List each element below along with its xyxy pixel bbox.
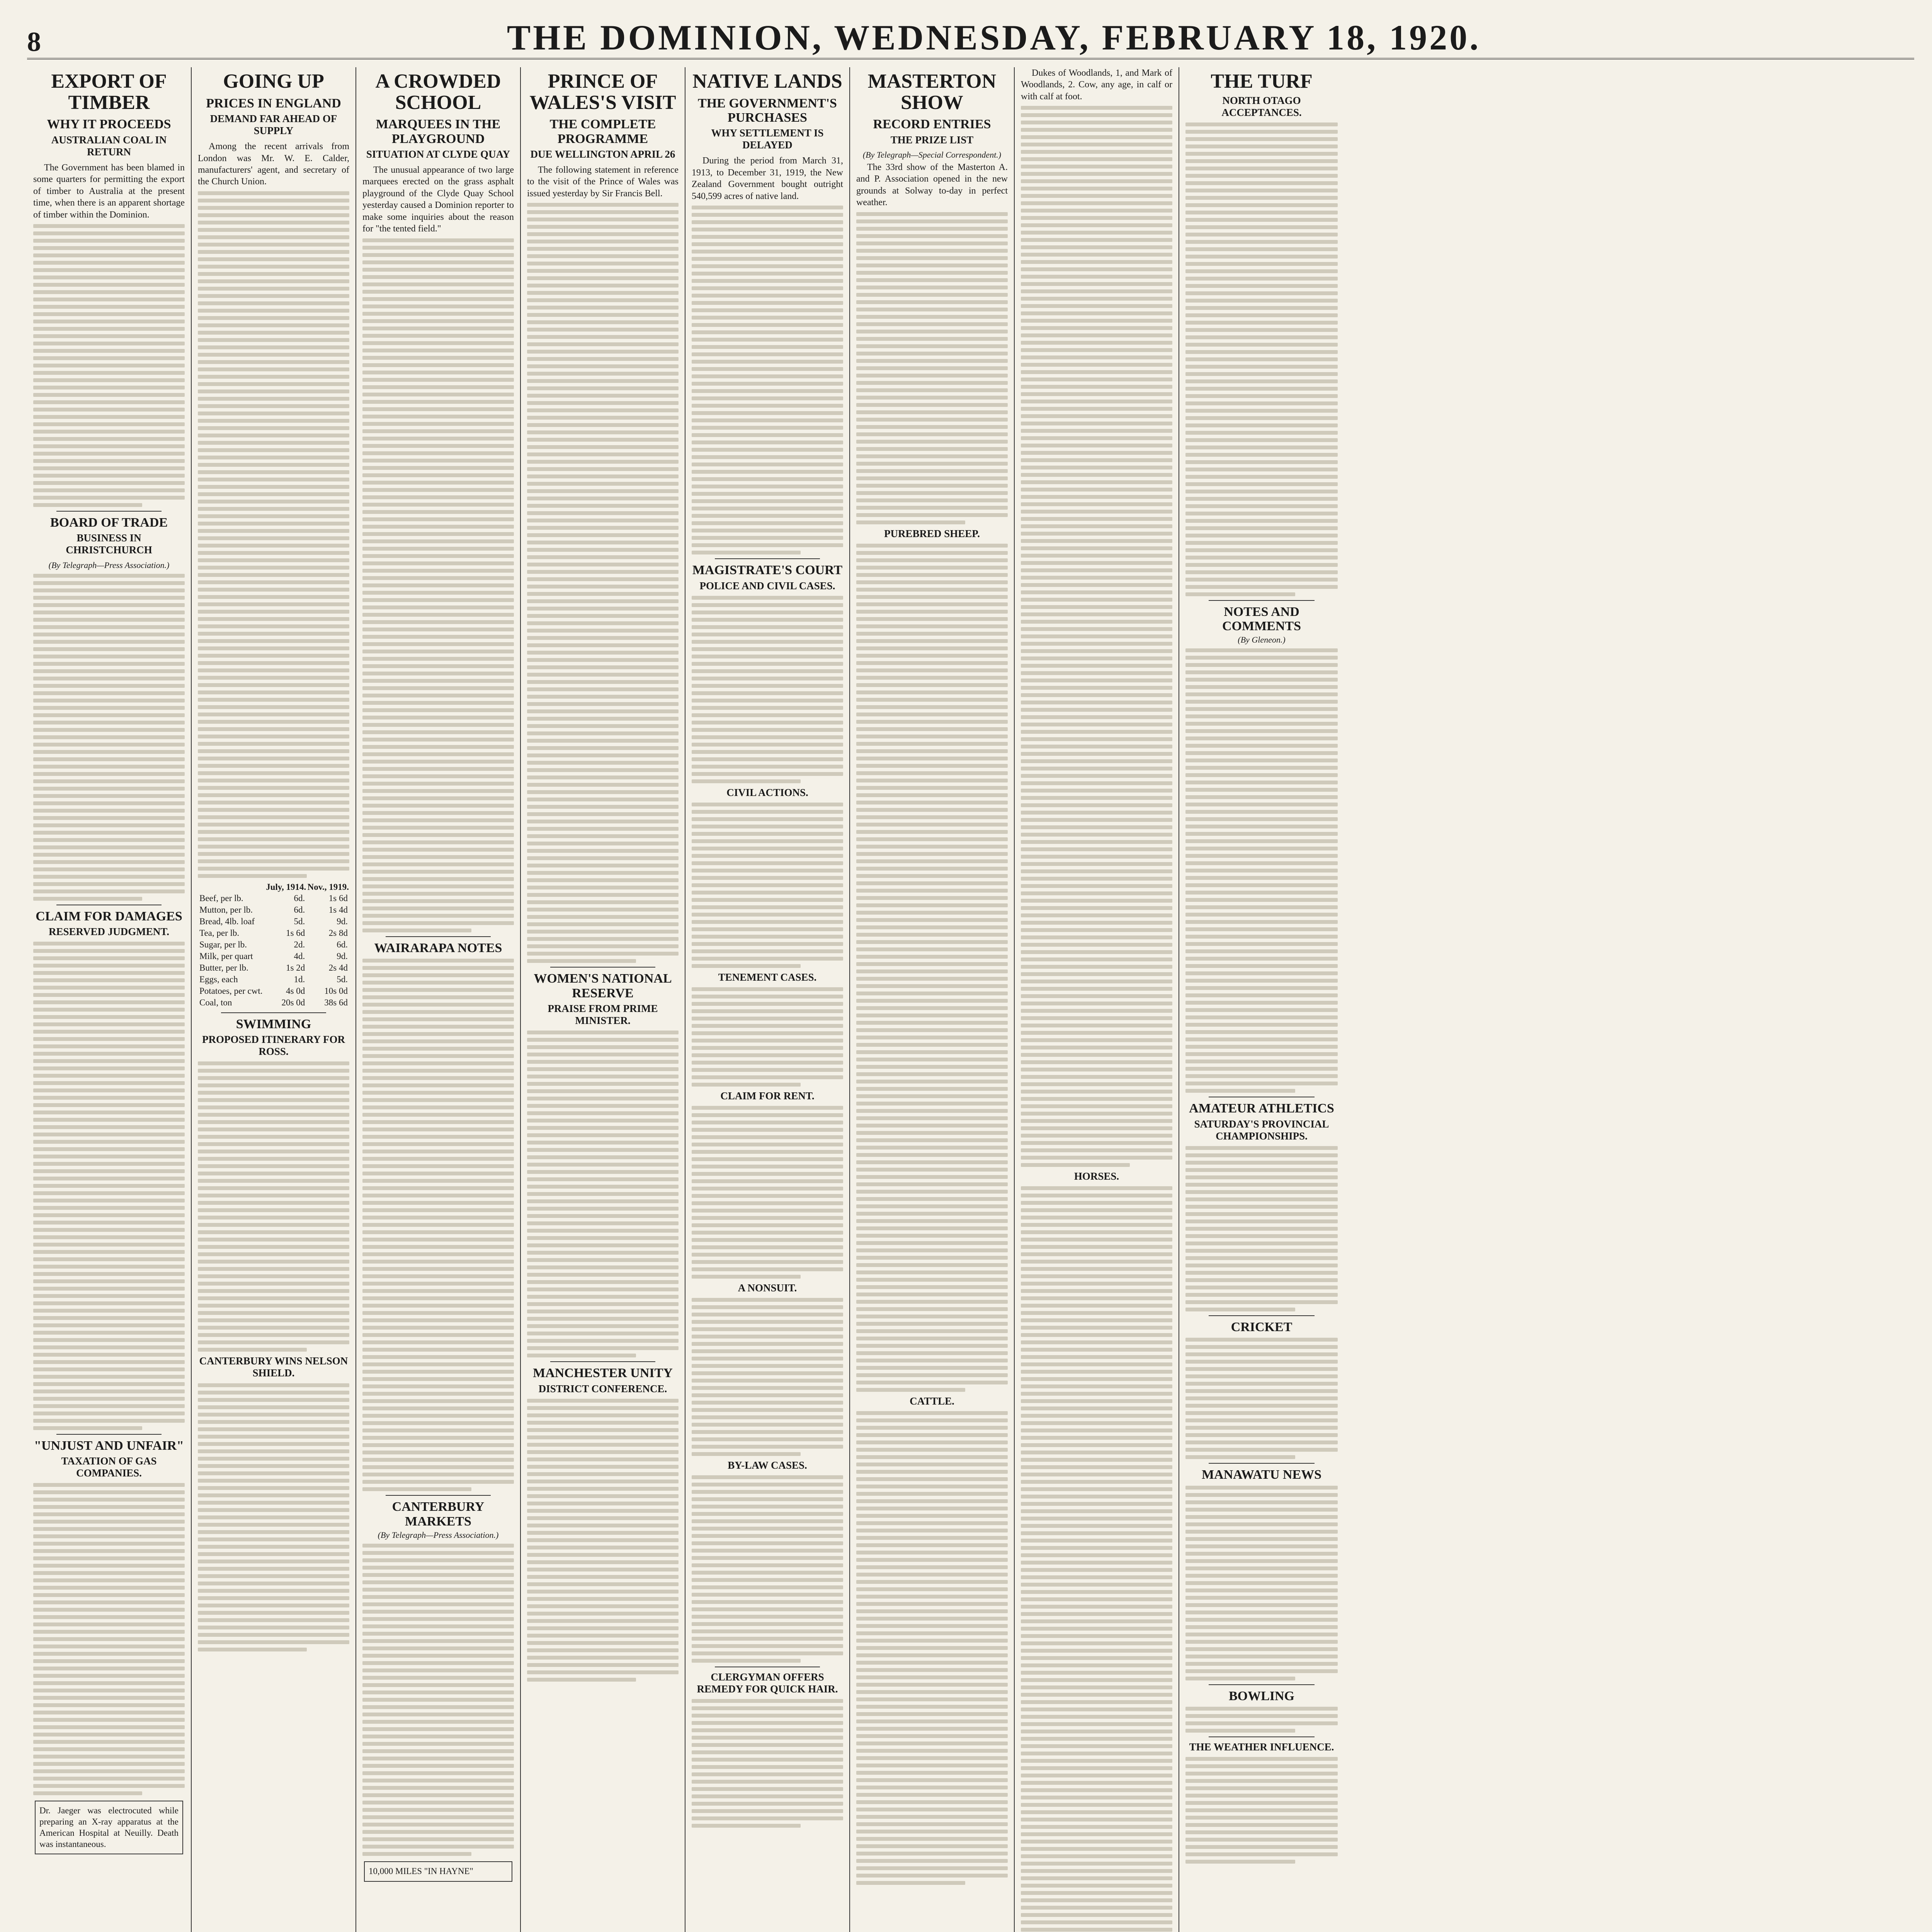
advertisement-body bbox=[1185, 1757, 1338, 1864]
article-body bbox=[527, 203, 679, 963]
column-3 bbox=[356, 67, 521, 1932]
sub-cattle: CATTLE. bbox=[910, 1395, 954, 1407]
headline-going-up: GOING UP bbox=[223, 70, 324, 92]
article-body bbox=[33, 942, 185, 1430]
columns bbox=[27, 67, 1914, 1932]
headline-native-lands: NATIVE LANDS bbox=[692, 70, 842, 92]
article-lead: During the period from March 31, 1913, to December 31, 1919, the New Zealand Government bought outright 540,599 acres of native land. bbox=[692, 156, 843, 201]
article-continuation: Dukes of Woodlands, 1, and Mark of Woodlands, 2. Cow, any age, in calf or with calf at foot. bbox=[1021, 68, 1172, 102]
prize-list bbox=[856, 1411, 1008, 1885]
sub-championships: SATURDAY'S PROVINCIAL CHAMPIONSHIPS. bbox=[1194, 1118, 1329, 1142]
byline: (By Telegraph—Special Correspondent.) bbox=[862, 150, 1002, 160]
article-body bbox=[33, 574, 185, 901]
sub-civil-actions: CIVIL ACTIONS. bbox=[726, 786, 808, 798]
table-row: Potatoes, per cwt. 4s 0d 10s 0d bbox=[199, 986, 348, 996]
masthead bbox=[27, 15, 1914, 60]
sub-nonsuit: A NONSUIT. bbox=[738, 1282, 797, 1294]
headline-the-turf: THE TURF bbox=[1211, 70, 1313, 92]
section-swimming: SWIMMING bbox=[236, 1017, 311, 1031]
sub-conference: DISTRICT CONFERENCE. bbox=[538, 1383, 667, 1395]
advertisement: 10,000 MILES "IN HAYNE" bbox=[364, 1861, 512, 1882]
subhead-prize-list: THE PRIZE LIST bbox=[890, 134, 974, 146]
article-body bbox=[692, 1298, 843, 1456]
sub-acceptances: NORTH OTAGO ACCEPTANCES. bbox=[1221, 94, 1302, 118]
page-number: 8 bbox=[27, 26, 41, 57]
article-lead: Among the recent arrivals from London was Mr. W. E. Calder, manufacturers' agent, and secretary of the Church Union. bbox=[198, 141, 349, 187]
sub-itinerary: PROPOSED ITINERARY FOR ROSS. bbox=[202, 1034, 345, 1058]
section-board-of-trade: BOARD OF TRADE bbox=[50, 515, 168, 530]
column-5 bbox=[685, 67, 850, 1932]
subhead-coal: AUSTRALIAN COAL IN RETURN bbox=[51, 134, 167, 158]
article-body bbox=[1185, 1146, 1338, 1311]
column-6 bbox=[850, 67, 1015, 1932]
article-body bbox=[856, 212, 1008, 524]
article-body bbox=[692, 596, 843, 783]
masthead-title: THE DOMINION, WEDNESDAY, FEBRUARY 18, 1920. bbox=[507, 18, 1481, 57]
prize-list bbox=[856, 544, 1008, 1392]
table-row: Sugar, per lb. 2d. 6d. bbox=[199, 939, 348, 949]
article-body bbox=[692, 1475, 843, 1663]
headline-crowded-school: A CROWDED SCHOOL bbox=[375, 70, 501, 114]
section-womens-reserve: WOMEN'S NATIONAL RESERVE bbox=[534, 971, 672, 1000]
article-lead: The 33rd show of the Masterton A. and P. Association opened in the new grounds at Solway to-day in perfect weather. bbox=[856, 162, 1008, 208]
section-manawatu-news: MANAWATU NEWS bbox=[1201, 1468, 1322, 1482]
prize-list bbox=[1021, 106, 1172, 1167]
subhead-programme: THE COMPLETE PROGRAMME bbox=[549, 117, 656, 146]
sub-praise: PRAISE FROM PRIME MINISTER. bbox=[548, 1003, 658, 1027]
article-body bbox=[198, 191, 349, 878]
article-body bbox=[1185, 1707, 1338, 1733]
sub-horses: HORSES. bbox=[1074, 1170, 1119, 1182]
sub-bylaw: BY-LAW CASES. bbox=[728, 1459, 807, 1471]
article-body bbox=[692, 1106, 843, 1279]
subhead-marquees: MARQUEES IN THE PLAYGROUND bbox=[376, 117, 501, 146]
table-header: Nov., 1919. bbox=[307, 882, 349, 892]
article-body bbox=[527, 1031, 679, 1357]
article-body bbox=[362, 238, 514, 932]
ad-weather-influence: THE WEATHER INFLUENCE. bbox=[1189, 1741, 1334, 1753]
sub-purebred-sheep: PUREBRED SHEEP. bbox=[884, 527, 980, 539]
advertisement: Dr. Jaeger was electrocuted while preparing an X-ray apparatus at the American Hospital at Neuilly. Death was instantaneous. bbox=[35, 1801, 183, 1854]
sub-business: BUSINESS IN CHRISTCHURCH bbox=[66, 532, 152, 556]
article-lead: The following statement in reference to the visit of the Prince of Wales was issued yesterday by Sir Francis Bell. bbox=[527, 165, 679, 199]
column-8 bbox=[1179, 67, 1344, 1932]
sub-reserved: RESERVED JUDGMENT. bbox=[48, 925, 170, 937]
section-canterbury-markets: CANTERBURY MARKETS bbox=[392, 1500, 485, 1529]
table-row: Butter, per lb. 1s 2d 2s 4d bbox=[199, 963, 348, 973]
table-row: Bread, 4lb. loaf 5d. 9d. bbox=[199, 916, 348, 926]
subhead-why-it-proceeds: WHY IT PROCEEDS bbox=[47, 117, 171, 132]
sub-police: POLICE AND CIVIL CASES. bbox=[699, 580, 835, 592]
table-row: Coal, ton 20s 0d 38s 6d bbox=[199, 997, 348, 1007]
section-magistrates-court: MAGISTRATE'S COURT bbox=[692, 563, 843, 578]
subhead-delayed: WHY SETTLEMENT IS DELAYED bbox=[711, 127, 824, 151]
article-body bbox=[33, 1483, 185, 1795]
sub-tenement: TENEMENT CASES. bbox=[718, 971, 817, 983]
article-body bbox=[1185, 1486, 1338, 1680]
ad-heading: CLERGYMAN OFFERS REMEDY FOR QUICK HAIR. bbox=[697, 1671, 838, 1695]
article-body bbox=[33, 224, 185, 507]
article-body bbox=[198, 1383, 349, 1651]
table-row: Tea, per lb. 1s 6d 2s 8d bbox=[199, 928, 348, 938]
section-manchester-unity: MANCHESTER UNITY bbox=[533, 1366, 673, 1381]
section-claim-for-damages: CLAIM FOR DAMAGES bbox=[36, 909, 182, 923]
table-header: July, 1914. bbox=[266, 882, 306, 892]
byline: (By Telegraph—Press Association.) bbox=[48, 560, 170, 570]
article-body bbox=[527, 1399, 679, 1682]
headline-prince-visit: PRINCE OF WALES'S VISIT bbox=[529, 70, 676, 114]
prize-list bbox=[1021, 1186, 1172, 1932]
section-unjust-and-unfair: "UNJUST AND UNFAIR" bbox=[34, 1438, 184, 1453]
sub-nelson-shield: CANTERBURY WINS NELSON SHIELD. bbox=[199, 1355, 348, 1379]
article-body bbox=[692, 206, 843, 554]
price-table bbox=[198, 882, 349, 1009]
article-body bbox=[198, 1061, 349, 1352]
headline-export-of-timber: EXPORT OF TIMBER bbox=[51, 70, 167, 114]
subhead-purchases: THE GOVERNMENT'S PURCHASES bbox=[698, 96, 837, 125]
article-body bbox=[1185, 648, 1338, 1093]
article-body bbox=[1185, 122, 1338, 596]
subhead-demand: DEMAND FAR AHEAD OF SUPPLY bbox=[210, 112, 337, 137]
subhead-prices: PRICES IN ENGLAND bbox=[206, 96, 341, 111]
subhead-due: DUE WELLINGTON APRIL 26 bbox=[530, 148, 675, 160]
section-wairarapa-notes: WAIRARAPA NOTES bbox=[374, 940, 502, 955]
article-body bbox=[692, 987, 843, 1087]
headline-masterton-show: MASTERTON SHOW bbox=[867, 70, 997, 114]
byline: (By Gleneon.) bbox=[1238, 635, 1286, 645]
section-cricket: CRICKET bbox=[1231, 1320, 1293, 1334]
table-row: Milk, per quart 4d. 9d. bbox=[199, 951, 348, 961]
column-2 bbox=[192, 67, 356, 1932]
section-notes-and-comments: NOTES AND COMMENTS bbox=[1222, 604, 1301, 634]
column-7 bbox=[1015, 67, 1179, 1932]
article-body bbox=[1185, 1338, 1338, 1459]
table-row: Beef, per lb. 6d. 1s 6d bbox=[199, 893, 348, 903]
article-body bbox=[362, 959, 514, 1491]
table-header bbox=[198, 882, 265, 893]
article-lead: The unusual appearance of two large marquees erected on the grass asphalt playground of the Clyde Quay School yesterday caused a Dominion reporter to make some inquiries about the reason for "the tented field." bbox=[362, 165, 514, 234]
subhead-clyde-quay: SITUATION AT CLYDE QUAY bbox=[366, 148, 510, 160]
sub-claim-for-rent: CLAIM FOR RENT. bbox=[720, 1090, 815, 1102]
byline: (By Telegraph—Press Association.) bbox=[378, 1530, 499, 1540]
section-bowling: BOWLING bbox=[1228, 1689, 1295, 1703]
article-body bbox=[692, 803, 843, 968]
subhead-record-entries: RECORD ENTRIES bbox=[873, 117, 991, 132]
article-body bbox=[362, 1544, 514, 1856]
table-row: Eggs, each 1d. 5d. bbox=[199, 974, 348, 984]
sub-gas-companies: TAXATION OF GAS COMPANIES. bbox=[61, 1455, 157, 1479]
column-1 bbox=[27, 67, 192, 1932]
advertisement-body bbox=[692, 1699, 843, 1828]
article-lead: The Government has been blamed in some quarters for permitting the export of timber to Australia at the present time, when there is an apparent shortage of timber within the Dominion. bbox=[33, 162, 185, 220]
column-4 bbox=[521, 67, 685, 1932]
table-row: Mutton, per lb. 6d. 1s 4d bbox=[199, 905, 348, 915]
section-amateur-athletics: AMATEUR ATHLETICS bbox=[1189, 1101, 1334, 1116]
